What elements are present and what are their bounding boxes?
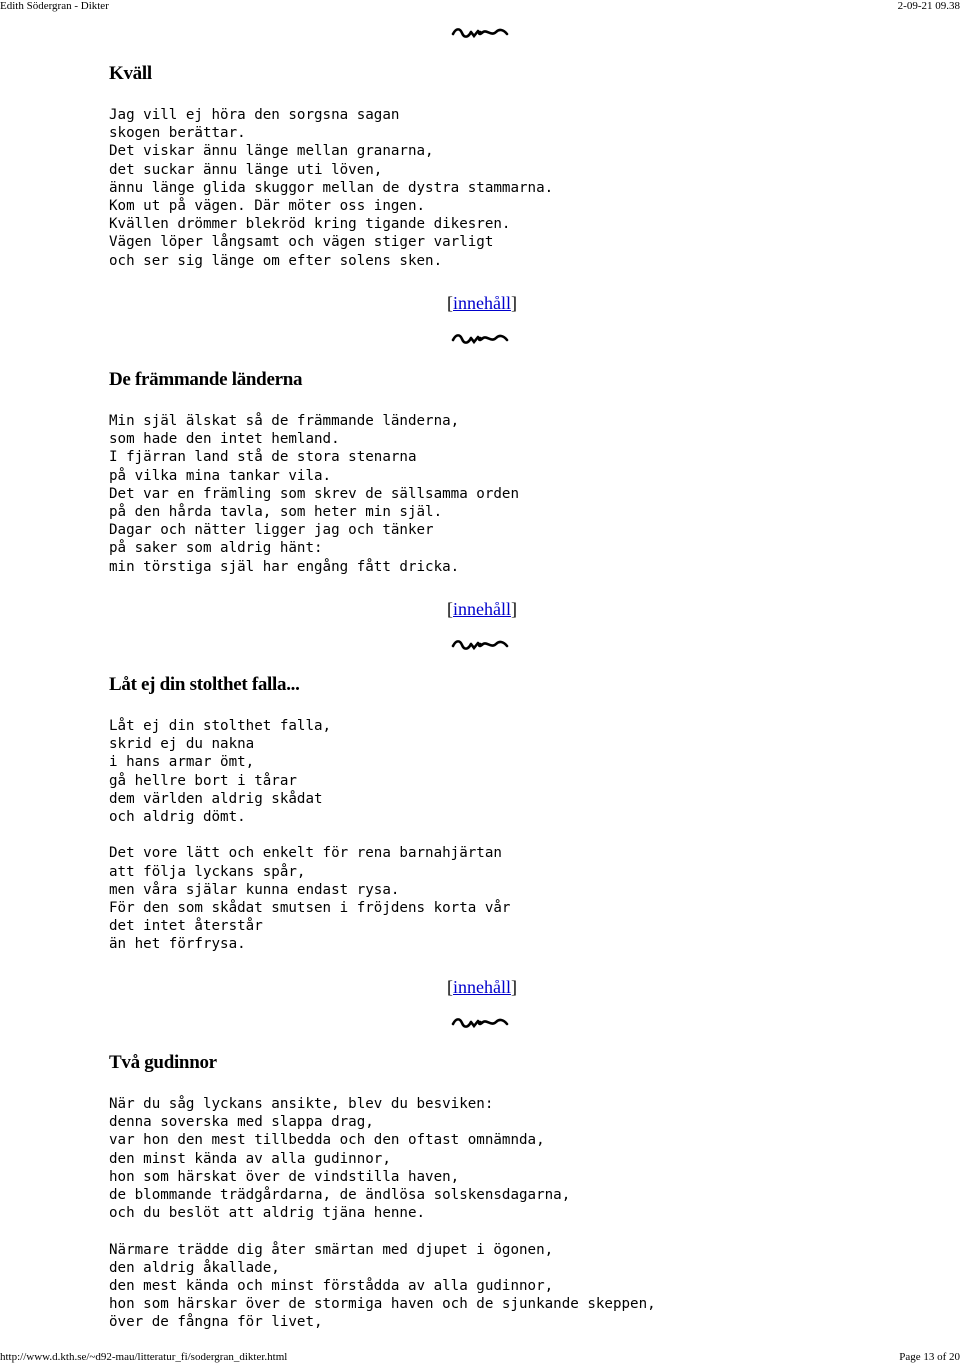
poem-line: Kvällen drömmer blekröd kring tigande dikesren. — [109, 216, 511, 233]
poem-text — [109, 106, 553, 270]
innehall-link[interactable]: innehåll — [453, 293, 511, 313]
footer-url[interactable]: http://www.d.kth.se/~d92-mau/litteratur_fi/sodergran_dikter.html — [0, 1351, 288, 1363]
poem-line: den aldrig åkallade, — [109, 1259, 280, 1276]
toc-link-wrapper: [innehåll] — [447, 293, 517, 313]
poem-line: som hade den intet hemland. — [109, 431, 340, 448]
poem-line: och du beslöt att aldrig tjäna henne. — [109, 1205, 426, 1222]
ornament-divider-icon — [451, 25, 509, 41]
poem-line: men våra själar kunna endast rysa. — [109, 881, 400, 898]
poem-line: i hans armar ömt, — [109, 754, 255, 771]
poem-title: De främmande länderna — [109, 369, 303, 390]
poem-line: Det vore lätt och enkelt för rena barnahjärtan — [109, 845, 502, 862]
poem-line: det intet återstår — [109, 918, 263, 935]
poem-title: Kväll — [109, 63, 152, 84]
poem-line: ännu länge glida skuggor mellan de dystra stammarna. — [109, 179, 554, 196]
poem-line: För den som skådat smutsen i fröjdens korta vår — [109, 899, 511, 916]
header-timestamp: 2-09-21 09.38 — [897, 0, 960, 12]
ornament-divider-icon — [451, 331, 509, 347]
ornament-divider-icon — [451, 1015, 509, 1031]
poem-line: att följa lyckans spår, — [109, 863, 306, 880]
poem-line: Dagar och nätter ligger jag och tänker — [109, 522, 434, 539]
poem-line: När du såg lyckans ansikte, blev du besviken: — [109, 1096, 494, 1112]
poem-line: dem världen aldrig skådat — [109, 790, 323, 807]
poem-line: än het förfrysa. — [109, 936, 246, 953]
innehall-link[interactable]: innehåll — [453, 599, 511, 619]
poem-line: hon som härskar över de stormiga haven och de sjunkande skeppen, — [109, 1296, 656, 1313]
poem-line: och aldrig dömt. — [109, 808, 246, 825]
poem-line: på saker som aldrig hänt: — [109, 540, 323, 557]
poem-line: hon som härskat över de vindstilla haven, — [109, 1168, 460, 1185]
poem-line: skrid ej du nakna — [109, 736, 255, 753]
poem-line: I fjärran land stå de stora stenarna — [109, 449, 417, 466]
poem-line: denna soverska med slappa drag, — [109, 1114, 374, 1131]
poem-line: den mest kända och minst förstådda av alla gudinnor, — [109, 1277, 554, 1294]
poem-line: Det viskar ännu länge mellan granarna, — [109, 143, 434, 160]
poem-title: Två gudinnor — [109, 1052, 217, 1073]
poem-line: gå hellre bort i tårar — [109, 772, 297, 789]
poem-text — [109, 717, 510, 953]
poem-line: de blommande trädgårdarna, de ändlösa solskensdagarna, — [109, 1186, 571, 1203]
poem-line: Det var en främling som skrev de sällsamma orden — [109, 485, 519, 502]
poem-line: min törstiga själ har engång fått dricka. — [109, 558, 460, 575]
toc-link-wrapper: [innehåll] — [447, 599, 517, 619]
poem-line: var hon den mest tillbedda och den oftast omnämnda, — [109, 1132, 545, 1149]
poem-line: skogen berättar. — [109, 125, 246, 142]
poem-line: Min själ älskat så de främmande länderna, — [109, 413, 460, 429]
poem-line: det suckar ännu länge uti löven, — [109, 161, 383, 178]
poem-line: på den hårda tavla, som heter min själ. — [109, 503, 443, 520]
poem-line: Närmare trädde dig åter smärtan med djupet i ögonen, — [109, 1241, 554, 1258]
poem-line: över de fångna för livet, — [109, 1314, 323, 1331]
poem-line: den minst kända av alla gudinnor, — [109, 1150, 391, 1167]
ornament-divider-icon — [451, 637, 509, 653]
poem-line: på vilka mina tankar vila. — [109, 467, 332, 484]
stanza-break — [109, 826, 510, 844]
footer-page-number: Page 13 of 20 — [899, 1351, 960, 1363]
poem-line: Jag vill ej höra den sorgsna sagan — [109, 107, 400, 123]
innehall-link[interactable]: innehåll — [453, 977, 511, 997]
poem-line: Kom ut på vägen. Där möter oss ingen. — [109, 197, 426, 214]
poem-line: Vägen löper långsamt och vägen stiger varligt — [109, 234, 494, 251]
poem-line: Låt ej din stolthet falla, — [109, 718, 332, 734]
stanza-break — [109, 1222, 656, 1240]
header-title: Edith Södergran - Dikter — [0, 0, 109, 12]
toc-link-wrapper: [innehåll] — [447, 977, 517, 997]
poem-text — [109, 1095, 656, 1331]
poem-text — [109, 412, 519, 576]
poem-title: Låt ej din stolthet falla... — [109, 674, 300, 695]
poem-line: och ser sig länge om efter solens sken. — [109, 252, 443, 269]
